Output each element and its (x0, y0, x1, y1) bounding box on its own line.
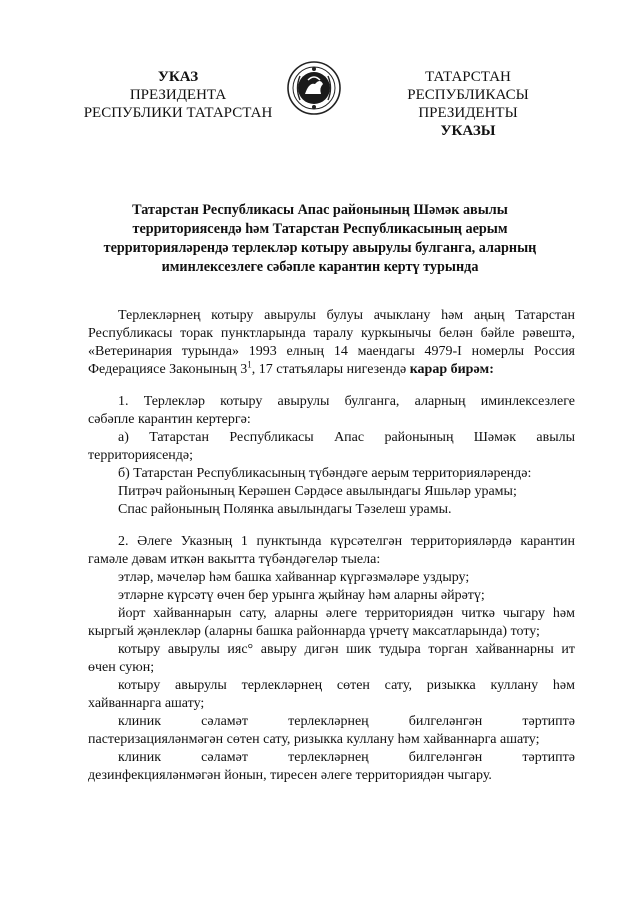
section1-line: Питрәч районының Керәшен Сәрдәсе авылындагы Яшьләр урамы; (118, 484, 517, 499)
section2-line: котыру авырулы терлекләрнең сөтен сату, ризыкка куллану һәм (118, 678, 575, 693)
article-superscript: 1 (247, 359, 252, 370)
preamble-articles-text: , 17 статьялары нигезендә (251, 362, 410, 377)
header-right-tatar (368, 68, 568, 140)
header-right-line2: ПРЕЗИДЕНТЫ (418, 105, 518, 121)
section1-line: б) Татарстан Республикасының түбәндәге аерым территорияләрендә: (118, 466, 532, 481)
section2-line: котыру авырулы ияс° авыру дигән шик тудыра торган хайваннарны ит (118, 642, 575, 657)
header-right-line3: УКАЗЫ (440, 123, 496, 139)
header-left-line1: УКАЗ (157, 69, 199, 85)
section2-line: йорт хайваннарын сату, аларны әлеге территориядән читкә чыгару һәм (118, 606, 575, 621)
section1-line: территориясендә; (88, 448, 194, 463)
title-line: иминлексезлеге сәбәпле карантин кертү турында (161, 259, 479, 275)
coat-of-arms-emblem (286, 58, 342, 118)
section2-line: дезинфекцияләнмәгән йонын, тиресен әлеге территориядән чыгару. (88, 768, 492, 783)
section2-line: этләр, мәчеләр һәм башка хайваннар күргәзмәләре уздыру; (118, 570, 470, 585)
title-line: территорияләрендә терлекләр котыру авырулы булганга, аларның (103, 240, 537, 256)
section2-line: өчен суюн; (88, 660, 155, 675)
section2-line: этләрне күрсәтү өчен бер урынга җыйнау һәм аларны әйрәтү; (118, 588, 485, 603)
section1-line: сәбәпле карантин кертергә: (88, 412, 251, 427)
section2-line: клиник сәламәт терлекләрнең билгеләнгән тәртиптә (118, 750, 575, 765)
section1-line: Спас районының Полянка авылындагы Тәзелеш урамы. (118, 502, 452, 517)
header-right-line1: ТАТАРСТАН РЕСПУБЛИКАСЫ (407, 69, 529, 103)
header-left-line3: РЕСПУБЛИКИ ТАТАРСТАН (83, 105, 273, 121)
preamble-line: Терлекләрнең котыру авырулы булуы ачыклану һәм аңың Татарстан (118, 308, 575, 323)
title-line: Татарстан Республикасы Апас районының Шәмәк авылы (132, 202, 508, 218)
decree-word: карар бирәм: (409, 362, 494, 377)
section2-line: 2. Әлеге Указның 1 пунктында күрсәтелгән территорияләрдә карантин (118, 534, 575, 549)
section2-line: хайваннарга ашату; (88, 696, 205, 711)
section1-line: 1. Терлекләр котыру авырулы булганга, аларның иминлексезлеге (118, 394, 575, 409)
section2-line: клиник сәламәт терлекләрнең билгеләнгән тәртиптә (118, 714, 575, 729)
preamble-line: «Ветеринария турында» 1993 елның 14 маендагы 4979-I номерлы Россия (88, 344, 575, 359)
section2-line: пастеризацияләнмәгән сөтен сату, ризыкка куллану һәм хайваннарга ашату; (88, 732, 540, 747)
section2-line: кыргый җәнлекләр (аларны башка районнарда үрчетү максатларында) тоту; (88, 624, 540, 639)
header-left-line2: ПРЕЗИДЕНТА (129, 87, 227, 103)
decree-title (100, 201, 540, 277)
title-line: территориясендә һәм Татарстан Республикасының аерым (132, 221, 508, 237)
preamble-law-text: Федерациясе Законының 3 (88, 362, 248, 377)
preamble-last-line (88, 361, 575, 379)
section1-line: а) Татарстан Республикасы Апас районының Шәмәк авылы (118, 430, 575, 445)
header-left-russian (78, 68, 278, 122)
preamble-line: Республикасы торак пунктларында таралу куркынычы белән бәйле рәвештә, (88, 326, 575, 341)
section2-line: гамәле дәвам иткән вакытта түбәндәгеләр тыела: (88, 552, 381, 567)
